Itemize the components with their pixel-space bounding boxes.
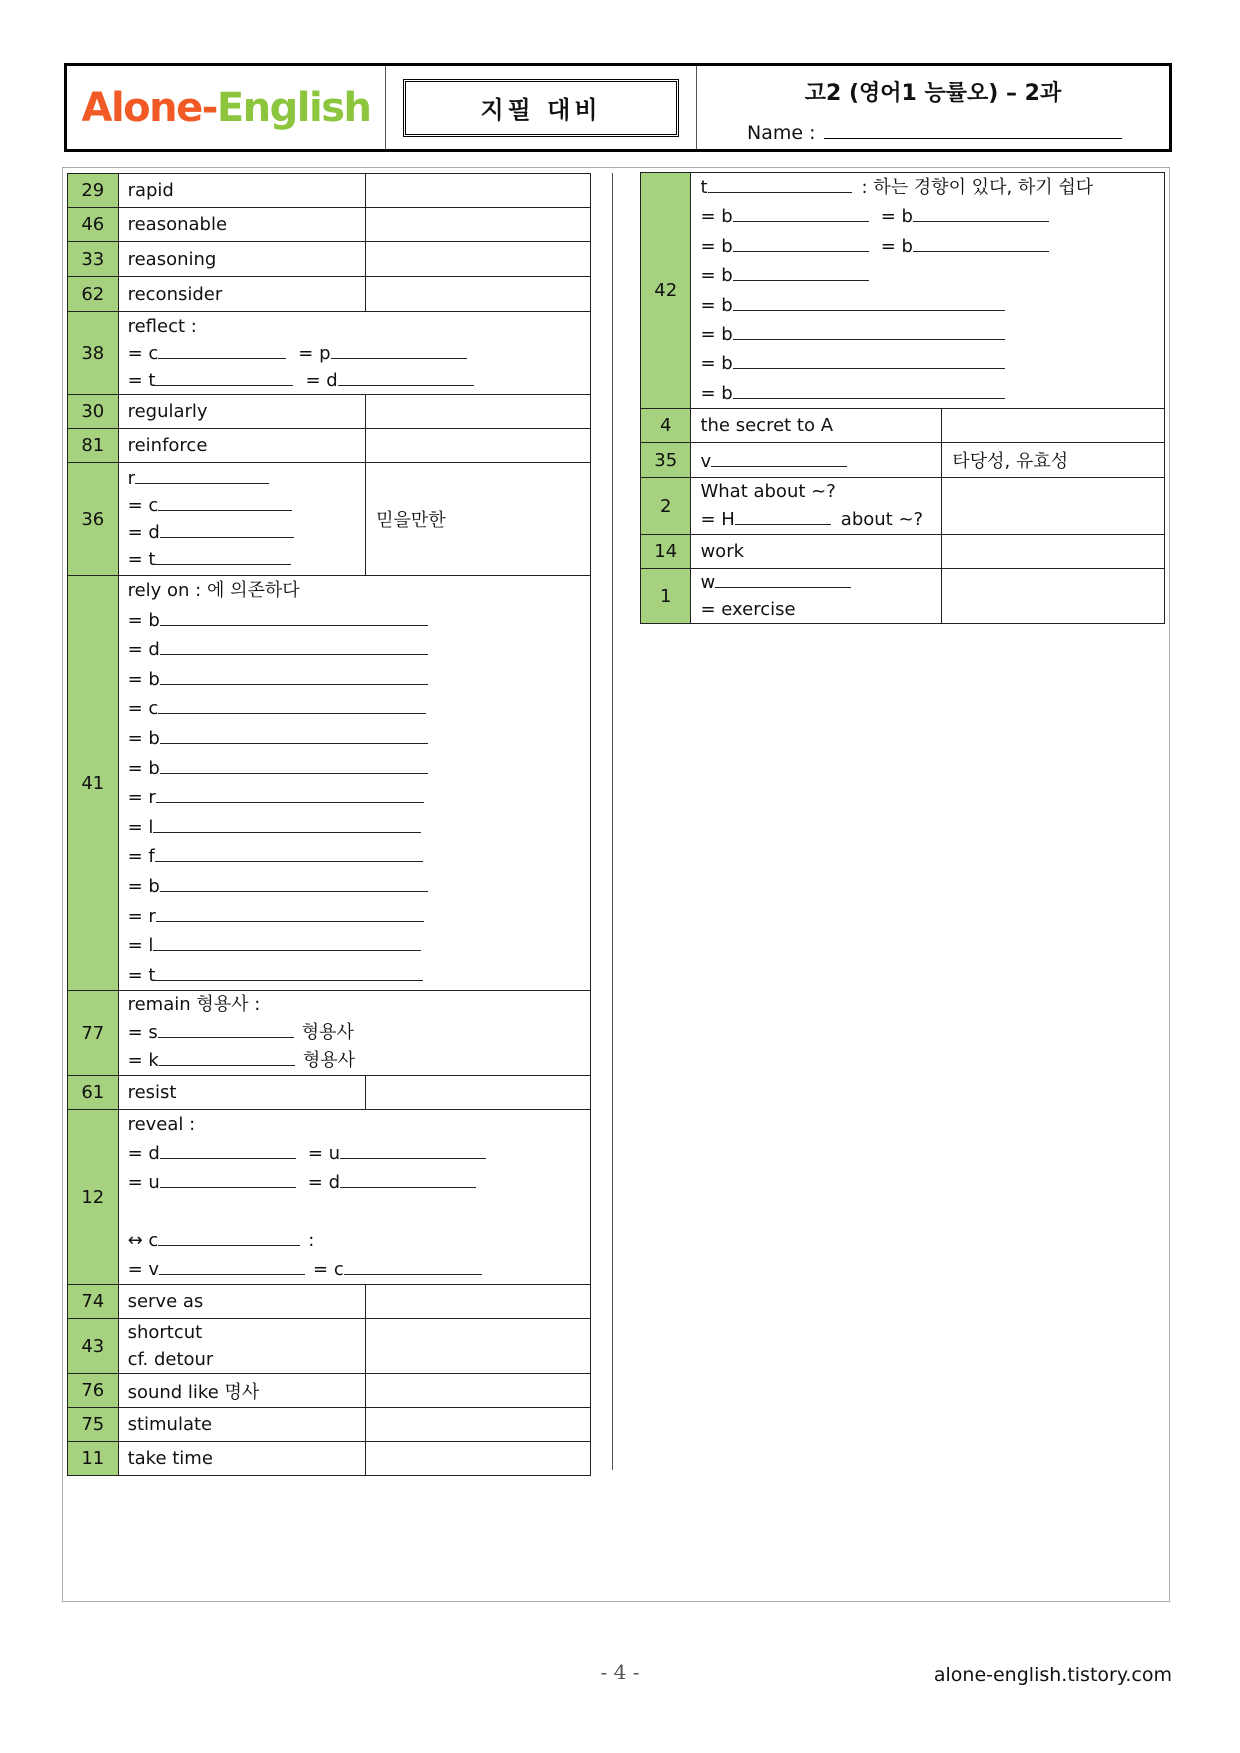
meaning-cell[interactable]: [366, 1285, 591, 1319]
item-number: 61: [68, 1076, 119, 1110]
info-cell: [697, 66, 1169, 149]
word-line: = b: [700, 349, 1164, 378]
blank[interactable]: [158, 340, 286, 359]
item-number: 41: [68, 576, 119, 991]
item-word: regularly: [118, 395, 366, 429]
word-line: ↔ c :: [128, 1226, 590, 1255]
blank[interactable]: [708, 174, 852, 193]
blank[interactable]: [913, 233, 1049, 252]
word-line: shortcut: [127, 1322, 203, 1344]
word-line: What about ~?: [700, 481, 836, 503]
word-line: = t: [128, 546, 366, 573]
word-line: = b: [128, 606, 590, 636]
word-line: = d: [128, 519, 366, 546]
word-line: = b = b: [700, 202, 1164, 231]
meaning-cell[interactable]: [942, 569, 1165, 624]
item-number: 62: [68, 277, 119, 312]
blank[interactable]: [711, 448, 847, 467]
blank[interactable]: [735, 506, 831, 525]
meaning-cell[interactable]: [366, 429, 591, 463]
word-line: = l: [128, 931, 590, 961]
meaning-cell: 타당성, 유효성: [942, 443, 1165, 478]
blank[interactable]: [160, 519, 294, 538]
table-row: [641, 569, 1165, 624]
logo-text-english: English: [216, 84, 371, 131]
word-line: = exercise: [700, 599, 796, 621]
item-number: 2: [641, 478, 691, 535]
footer-url: alone-english.tistory.com: [933, 1664, 1172, 1686]
item-number: 29: [68, 174, 119, 208]
blank[interactable]: [340, 1140, 486, 1159]
blank[interactable]: [160, 1140, 296, 1159]
blank[interactable]: [160, 666, 428, 685]
blank[interactable]: [153, 932, 421, 951]
table-row: [68, 1285, 591, 1319]
table-row: [68, 1408, 591, 1442]
item-number: 30: [68, 395, 119, 429]
item-number: 38: [68, 312, 119, 395]
page-title: 고2 (영어1 능률오) – 2과: [804, 81, 1062, 106]
table-row: [68, 1442, 591, 1476]
table-row: [68, 395, 591, 429]
blank[interactable]: [135, 465, 269, 484]
meaning-cell[interactable]: [366, 208, 591, 242]
blank[interactable]: [913, 203, 1049, 222]
item-word-block: v: [691, 443, 942, 478]
item-word-block: [691, 173, 1165, 409]
word-line: = r: [128, 783, 590, 813]
item-number: 36: [68, 463, 119, 576]
meaning-cell[interactable]: [366, 1408, 591, 1442]
word-line: = b: [700, 261, 1164, 290]
item-word: take time: [118, 1442, 366, 1476]
section-label-cell: [386, 66, 697, 149]
blank[interactable]: [733, 233, 869, 252]
worksheet-header: [64, 63, 1172, 152]
table-row: [641, 443, 1165, 478]
blank[interactable]: [160, 725, 428, 744]
meaning-cell[interactable]: [942, 535, 1165, 569]
word-line: t : 하는 경향이 있다, 하기 쉽다: [700, 173, 1164, 202]
blank[interactable]: [160, 755, 428, 774]
blank[interactable]: [733, 321, 1005, 340]
blank[interactable]: [733, 292, 1005, 311]
item-word: sound like 명사: [118, 1374, 366, 1408]
word-line: = b: [128, 724, 590, 754]
blank[interactable]: [340, 1169, 476, 1188]
blank[interactable]: [158, 1227, 300, 1246]
table-row: [68, 208, 591, 242]
table-row: [68, 1110, 591, 1285]
item-number: 11: [68, 1442, 119, 1476]
word-line: = s 형용사: [128, 1019, 590, 1047]
item-word: reinforce: [118, 429, 366, 463]
vocab-table-right: [640, 172, 1165, 624]
meaning-cell[interactable]: [366, 1374, 591, 1408]
word-line: = t = d: [128, 367, 590, 394]
word-line: cf. detour: [127, 1349, 214, 1371]
word-line: = b: [700, 291, 1164, 320]
item-number: 74: [68, 1285, 119, 1319]
logo: [67, 66, 386, 149]
word-line: = f: [128, 842, 590, 872]
item-word: rapid: [118, 174, 366, 208]
word-line: = b: [128, 754, 590, 784]
blank[interactable]: [160, 873, 428, 892]
meaning-cell[interactable]: [366, 1319, 591, 1374]
item-number: 1: [641, 569, 691, 624]
item-word-block: [118, 312, 590, 395]
word-line: = k 형용사: [128, 1047, 590, 1075]
item-word: reconsider: [118, 277, 366, 312]
blank[interactable]: [158, 695, 426, 714]
item-number: 46: [68, 208, 119, 242]
blank[interactable]: [160, 1169, 296, 1188]
table-row: [68, 463, 591, 576]
blank[interactable]: [733, 203, 869, 222]
blank[interactable]: [344, 1256, 482, 1275]
section-label: 지필 대비: [403, 79, 679, 137]
word-line: w: [700, 569, 941, 596]
item-word: work: [691, 535, 942, 569]
item-word: resist: [118, 1076, 366, 1110]
table-row: [641, 535, 1165, 569]
meaning-cell[interactable]: [366, 277, 591, 312]
blank[interactable]: [155, 962, 423, 981]
word-line: = l: [128, 813, 590, 843]
blank[interactable]: [158, 492, 292, 511]
word-line: remain 형용사 :: [127, 994, 261, 1016]
meaning-cell[interactable]: [366, 395, 591, 429]
word-line: = c: [128, 694, 590, 724]
table-row: [641, 478, 1165, 535]
page-number: - 4 -: [600, 1660, 640, 1684]
item-number: 77: [68, 991, 119, 1076]
word-line: r: [128, 465, 366, 492]
meaning-cell[interactable]: [366, 1076, 591, 1110]
item-number: 4: [641, 409, 691, 443]
table-row: [68, 277, 591, 312]
table-row: [68, 174, 591, 208]
item-number: 42: [641, 173, 691, 409]
item-word-block: [691, 478, 942, 535]
item-word: stimulate: [118, 1408, 366, 1442]
item-word-block: [691, 569, 942, 624]
word-line: = c = p: [128, 340, 590, 367]
item-word-block: [118, 576, 590, 991]
blank[interactable]: [155, 367, 293, 386]
blank[interactable]: [733, 350, 1005, 369]
table-row: [68, 576, 591, 991]
item-number: 75: [68, 1408, 119, 1442]
item-word-block: [118, 1319, 366, 1374]
name-label: Name :: [747, 122, 816, 144]
table-row: [68, 991, 591, 1076]
meaning-cell: 믿을만한: [366, 463, 591, 576]
table-row: [641, 173, 1165, 409]
word-line: rely on : 에 의존하다: [127, 580, 300, 601]
table-row: [68, 1076, 591, 1110]
column-divider: [612, 173, 613, 1470]
word-line: reveal :: [127, 1114, 196, 1136]
blank[interactable]: [158, 1019, 294, 1038]
item-number: 43: [68, 1319, 119, 1374]
meaning-cell[interactable]: [366, 242, 591, 277]
item-word: the secret to A: [691, 409, 942, 443]
item-word-block: [118, 1110, 590, 1285]
blank[interactable]: [156, 903, 424, 922]
item-number: 81: [68, 429, 119, 463]
word-line: reflect :: [127, 315, 197, 337]
word-line: = u = d: [128, 1168, 590, 1197]
blank[interactable]: [338, 367, 474, 386]
item-word: reasoning: [118, 242, 366, 277]
table-row: [68, 312, 591, 395]
table-row: [68, 429, 591, 463]
meaning-cell[interactable]: [942, 478, 1165, 535]
meaning-cell[interactable]: [942, 409, 1165, 443]
blank[interactable]: [331, 340, 467, 359]
item-word: serve as: [118, 1285, 366, 1319]
item-number: 35: [641, 443, 691, 478]
word-line: = d: [128, 635, 590, 665]
blank[interactable]: [733, 380, 1005, 399]
blank[interactable]: [155, 546, 291, 565]
word-line: = b: [700, 320, 1164, 349]
word-line: = r: [128, 902, 590, 932]
word-line: = b: [700, 379, 1164, 408]
word-line: = b: [128, 665, 590, 695]
blank[interactable]: [159, 1047, 295, 1066]
item-number: 12: [68, 1110, 119, 1285]
meaning-cell[interactable]: [366, 1442, 591, 1476]
logo-dash: -: [201, 84, 217, 131]
name-row: [747, 122, 1122, 144]
table-row: [641, 409, 1165, 443]
word-line: [128, 1197, 590, 1226]
item-number: 33: [68, 242, 119, 277]
meaning-cell[interactable]: [366, 174, 591, 208]
item-word-block: [118, 463, 366, 576]
table-row: [68, 1374, 591, 1408]
table-row: [68, 1319, 591, 1374]
item-number: 76: [68, 1374, 119, 1408]
word-line: = b: [128, 872, 590, 902]
blank[interactable]: [153, 814, 421, 833]
word-line: = t: [128, 961, 590, 991]
word-line: = d = u: [128, 1139, 590, 1168]
item-number: 14: [641, 535, 691, 569]
word-line: = b = b: [700, 232, 1164, 261]
word-line: = v = c: [128, 1255, 590, 1284]
blank[interactable]: [156, 784, 424, 803]
item-word: reasonable: [118, 208, 366, 242]
blank[interactable]: [715, 569, 851, 588]
blank[interactable]: [160, 636, 428, 655]
word-line: = c: [128, 492, 366, 519]
word-line: = H about ~?: [700, 506, 941, 534]
item-word-block: [118, 991, 590, 1076]
vocab-table-left: [67, 173, 591, 1476]
logo-text-alone: Alone: [81, 84, 202, 131]
blank[interactable]: [159, 1256, 305, 1275]
blank[interactable]: [155, 843, 423, 862]
blank[interactable]: [733, 262, 869, 281]
blank[interactable]: [160, 607, 428, 626]
name-field[interactable]: [824, 122, 1122, 139]
table-row: [68, 242, 591, 277]
